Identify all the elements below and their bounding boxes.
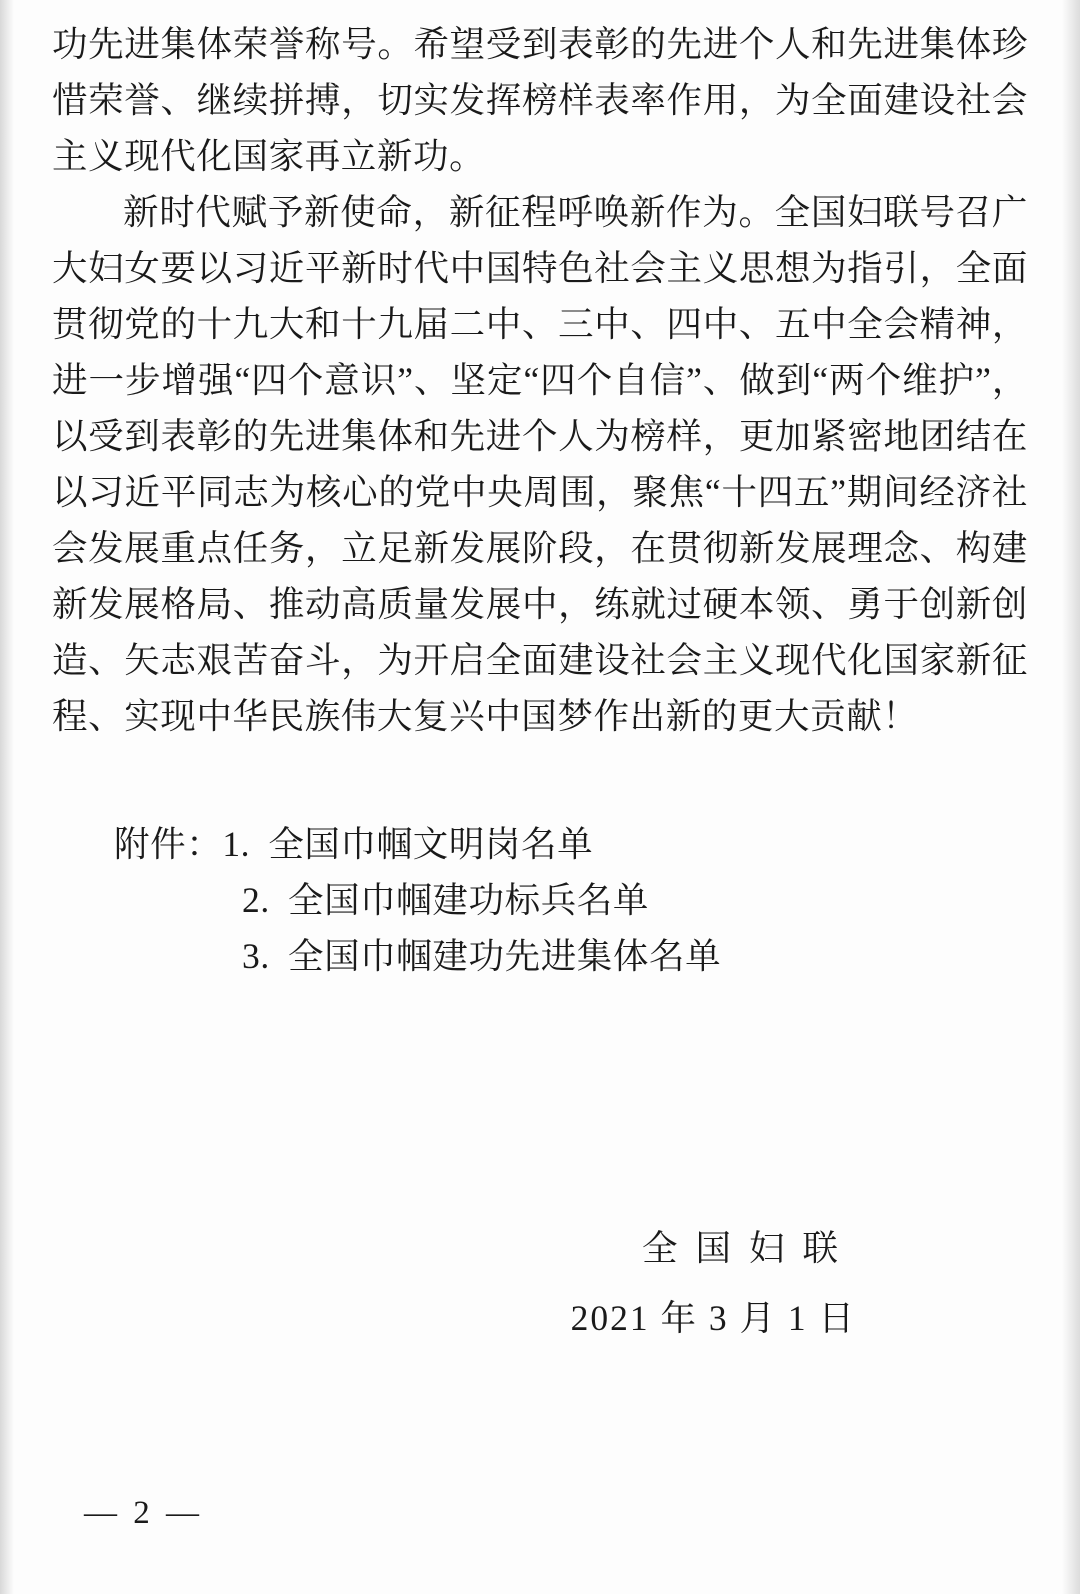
page-number: — 2 —	[84, 1495, 203, 1531]
attachments-label: 附件：	[114, 824, 223, 864]
attachment-number: 3.	[242, 936, 270, 976]
attachment-title: 全国巾帼文明岗名单	[268, 824, 594, 864]
attachment-item	[114, 928, 1028, 984]
attachment-title: 全国巾帼建功标兵名单	[288, 880, 650, 920]
document-body	[52, 0, 1028, 744]
signature-date: 2021 年 3 月 1 日	[570, 1298, 856, 1338]
paragraph-call-to-action: 新时代赋予新使命，新征程呼唤新作为。全国妇联号召广大妇女要以习近平新时代中国特色社会主义思想为指引，全面贯彻党的十九大和十九届二中、三中、四中、五中全会精神，进一步增强“四个意识”、坚定“四个自信”、做到“两个维护”，以受到表彰的先进集体和先进个人为榜样，更加紧密地团结在以习近平同志为核心的党中央周围，聚焦“十四五”期间经济社会发展重点任务，立足新发展阶段，在贯彻新发展理念、构建新发展格局、推动高质量发展中，练就过硬本领、勇于创新创造、矢志艰苦奋斗，为开启全面建设社会主义现代化国家新征程、实现中华民族伟大复兴中国梦作出新的更大贡献！	[52, 192, 1028, 736]
signature-block	[52, 1220, 1028, 1346]
attachment-title: 全国巾帼建功先进集体名单	[288, 936, 722, 976]
paragraph-continuation: 功先进集体荣誉称号。希望受到表彰的先进个人和先进集体珍惜荣誉、继续拼搏，切实发挥榜样表率作用，为全面建设社会主义现代化国家再立新功。	[52, 24, 1028, 176]
attachments-list	[52, 816, 1028, 984]
attachment-item	[114, 816, 1028, 872]
attachment-item	[114, 872, 1028, 928]
attachment-number: 2.	[242, 880, 270, 920]
signature-organization: 全国妇联	[641, 1228, 856, 1268]
attachment-number: 1.	[222, 824, 251, 864]
